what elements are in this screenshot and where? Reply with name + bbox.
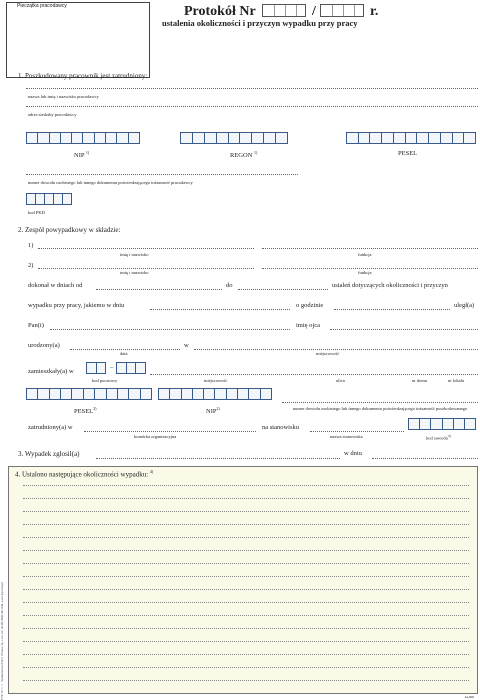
employer-name-label: nazwa lub imię i nazwisko pracodawcy	[28, 94, 99, 99]
footer-code: 1a-600	[464, 695, 474, 699]
postal-code-part2[interactable]	[116, 362, 146, 374]
position-name-label: nazwa stanowiska	[330, 434, 363, 439]
member-2-function-label: funkcja	[358, 270, 372, 275]
employer-stamp-box	[6, 2, 150, 78]
section-4-box[interactable]	[8, 466, 478, 694]
member-1-function-label: funkcja	[358, 252, 372, 257]
accident-label: wypadku przy pracy, jakiemu w dniu	[28, 302, 125, 309]
publisher-side-text: TYP: 87-1 © Wydawnictwo Pracy i Prawa, Sp. z o.o. tel. (0-48) 4566-301-046, www.typ.com.pl	[0, 582, 4, 700]
member-2-function-line[interactable]	[262, 268, 478, 269]
victim-id-line[interactable]	[282, 402, 478, 403]
pesel-boxes[interactable]	[346, 132, 476, 144]
date-from-line[interactable]	[96, 289, 222, 290]
reporter-line[interactable]	[96, 458, 340, 459]
pkd-label: kod PKD	[28, 210, 45, 215]
employer-id-line[interactable]	[26, 174, 298, 175]
section-1-heading: 1. Poszkodowany pracownik jest zatrudniony:	[18, 72, 148, 80]
victim-id-label: numer dowodu osobistego lub innego dokumentu potwierdzającego tożsamość poszkodowanego	[292, 406, 468, 411]
established-label: ustaleń dotyczących okoliczności i przyczyn	[332, 282, 448, 289]
position-label: na stanowisku	[262, 424, 300, 431]
pkd-boxes[interactable]	[26, 193, 72, 205]
victim-pesel-boxes[interactable]	[26, 388, 152, 400]
father-name-label: imię ojca	[296, 322, 321, 329]
protocol-year-box[interactable]	[320, 4, 364, 17]
employer-address-label: adres siedziby pracodawcy	[28, 112, 77, 117]
section-2-heading: 2. Zespół powypadkowy w składzie:	[18, 226, 121, 234]
victim-nip-boxes[interactable]	[158, 388, 272, 400]
section-3-heading: 3. Wypadek zgłosił(a)	[18, 450, 80, 458]
father-name-line[interactable]	[330, 329, 478, 330]
pan-label: Pan(i)	[28, 322, 44, 329]
victim-pesel-label: PESEL$^{2)}$	[74, 406, 97, 416]
member-1-index: 1)	[28, 242, 34, 249]
postal-dash: –	[110, 364, 114, 371]
accident-hour-line[interactable]	[334, 309, 450, 310]
flat-number-label: nr lokalu	[448, 378, 465, 383]
member-2-name-line[interactable]	[38, 268, 254, 269]
protocol-suffix: r.	[370, 4, 379, 19]
employer-name-line[interactable]	[26, 88, 478, 89]
org-unit-line[interactable]	[84, 431, 256, 432]
member-1-name-label: imię i nazwisko	[120, 252, 149, 257]
date-label: data	[120, 351, 128, 356]
to-label: do	[226, 282, 233, 289]
suffered-label: uległ(a)	[454, 302, 475, 309]
nip-boxes[interactable]	[26, 132, 140, 144]
hour-label: o godzinie	[296, 302, 324, 309]
job-code-boxes[interactable]	[408, 418, 476, 430]
address-line[interactable]	[150, 374, 478, 375]
job-code-label: kod zawodu$^{3)}$	[426, 434, 451, 441]
street-label: ulica	[336, 378, 345, 383]
did-from-label: dokonał w dniach od	[28, 282, 83, 289]
reported-date-line[interactable]	[372, 458, 478, 459]
protocol-subtitle: ustalenia okoliczności i przyczyn wypadku przy pracy	[162, 18, 358, 28]
date-to-line[interactable]	[238, 289, 328, 290]
nip-label: NIP $^{1)}$	[74, 150, 90, 160]
resident-label: zamieszkały(a) w	[28, 368, 74, 375]
title-block	[162, 2, 478, 34]
reported-on-label: w dniu	[344, 450, 362, 457]
member-2-index: 2)	[28, 262, 34, 269]
section-4-heading: 4. Ustalono następujące okoliczności wypadku: $^{4)}$	[15, 469, 154, 479]
member-1-name-line[interactable]	[38, 248, 254, 249]
employer-id-label: numer dowodu osobistego lub innego dokumentu potwierdzającego tożsamość pracodawcy	[28, 180, 193, 185]
postal-code-part1[interactable]	[86, 362, 106, 374]
protocol-title: Protokół Nr	[184, 4, 256, 19]
born-in-label: w	[184, 342, 189, 349]
stamp-label: Pieczątka pracodawcy	[17, 3, 67, 9]
position-name-line[interactable]	[310, 431, 404, 432]
employer-address-line[interactable]	[26, 106, 478, 107]
house-number-label: nr domu	[412, 378, 428, 383]
born-label: urodzony(a)	[28, 342, 60, 349]
postal-code-label: kod pocztowy	[92, 378, 118, 383]
protocol-number-box[interactable]	[262, 4, 306, 17]
birth-date-line[interactable]	[70, 349, 180, 350]
member-1-function-line[interactable]	[262, 248, 478, 249]
victim-name-line[interactable]	[50, 329, 290, 330]
birth-place-label: miejscowość	[316, 351, 340, 356]
member-2-name-label: imię i nazwisko	[120, 270, 149, 275]
employed-label: zatrudniony(a) w	[28, 424, 73, 431]
protocol-slash: /	[312, 4, 316, 19]
birth-place-line[interactable]	[194, 349, 478, 350]
regon-boxes[interactable]	[180, 132, 288, 144]
org-unit-label: komórka organizacyjna	[134, 434, 177, 439]
pesel-label: PESEL	[398, 150, 418, 157]
town-label: miejscowość	[204, 378, 228, 383]
regon-label: REGON $^{1)}$	[230, 150, 258, 160]
accident-date-line[interactable]	[150, 309, 290, 310]
victim-nip-label: NIP$^{2)}$	[206, 406, 220, 416]
